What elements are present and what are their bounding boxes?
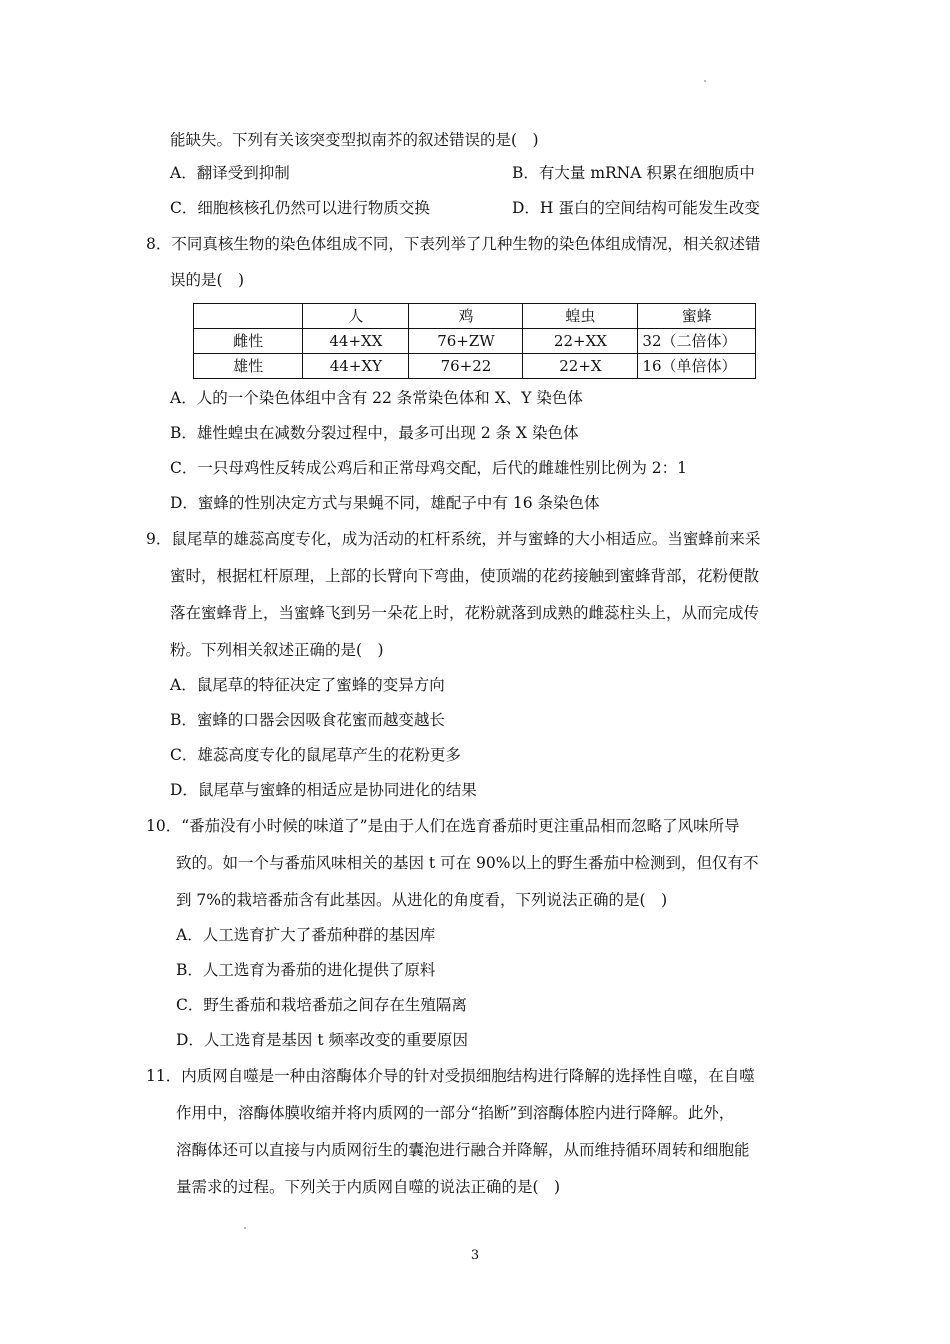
q10-stem-line2: 致的。如一个与番茄风味相关的基因 t 可在 90%以上的野生番茄中检测到，但仅有不 [176,854,759,872]
table-cell: 蝗虫 [523,304,638,329]
q11-stem-line1: 11．内质网自噬是一种由溶酶体介导的针对受损细胞结构进行降解的选择性自噬，在自噬 [146,1067,755,1085]
q9-option-d: D．鼠尾草与蜜蜂的相适应是协同进化的结果 [170,781,477,799]
q8-stem-line2: 误的是( ) [170,271,245,289]
q9-stem-line4: 粉。下列相关叙述正确的是( ) [170,641,384,659]
q7-option-b: B．有大量 mRNA 积累在细胞质中 [512,164,755,182]
q9-option-b: B．蜜蜂的口器会因吸食花蜜而越变越长 [170,711,445,729]
q7-option-a: A．翻译受到抑制 [170,164,290,182]
q10-option-d: D．人工选育是基因 t 频率改变的重要原因 [176,1031,469,1049]
table-cell: 16（单倍体） [638,354,756,379]
table-header-row [194,304,756,329]
table-row [194,329,756,354]
q10-option-a: A．人工选育扩大了番茄种群的基因库 [176,926,436,944]
q11-stem-line4: 量需求的过程。下列关于内质网自噬的说法正确的是( ) [176,1178,561,1196]
table-cell: 32（二倍体） [638,329,756,354]
q9-option-a: A．鼠尾草的特征决定了蜜蜂的变异方向 [170,676,445,694]
q7-option-d: D．H 蛋白的空间结构可能发生改变 [512,199,760,217]
table-cell: 76+ZW [409,329,523,354]
q9-stem-line1: 9．鼠尾草的雄蕊高度专化，成为活动的杠杆系统，并与蜜蜂的大小相适应。当蜜蜂前来采 [146,530,761,548]
q9-stem-line2: 蜜时，根据杠杆原理，上部的长臂向下弯曲，使顶端的花药接触到蜜蜂背部，花粉便散 [170,567,760,585]
scan-dot-top [704,80,706,82]
q11-stem-line2: 作用中，溶酶体膜收缩并将内质网的一部分“掐断”到溶酶体腔内进行降解。此外， [176,1104,735,1122]
table-cell: 76+22 [409,354,523,379]
table-cell: 22+X [523,354,638,379]
scan-dot-bottom [244,1227,246,1229]
table-cell: 44+XX [303,329,409,354]
q8-option-b: B．雄性蝗虫在减数分裂过程中，最多可出现 2 条 X 染色体 [170,424,579,442]
q9-stem-line3: 落在蜜蜂背上，当蜜蜂飞到另一朵花上时，花粉就落到成熟的雌蕊柱头上，从而完成传 [170,604,760,622]
q10-option-c: C．野生番茄和栽培番茄之间存在生殖隔离 [176,996,467,1014]
q11-stem-line3: 溶酶体还可以直接与内质网衍生的囊泡进行融合并降解，从而维持循环周转和细胞能 [176,1141,750,1159]
q10-stem-line1: 10．“番茄没有小时候的味道了”是由于人们在选育番茄时更注重品相而忽略了风味所导 [146,817,740,835]
table-cell: 蜜蜂 [638,304,756,329]
q8-option-a: A．人的一个染色体组中含有 22 条常染色体和 X、Y 染色体 [170,389,583,407]
table-cell: 雌性 [194,329,303,354]
table-cell: 22+XX [523,329,638,354]
table-cell: 雄性 [194,354,303,379]
table-cell [194,304,303,329]
table-cell: 44+XY [303,354,409,379]
chromosome-table [193,303,756,379]
table-cell: 鸡 [409,304,523,329]
q10-option-b: B．人工选育为番茄的进化提供了原料 [176,961,436,979]
page-number: 3 [470,1248,480,1263]
q8-option-c: C．一只母鸡性反转成公鸡后和正常母鸡交配，后代的雌雄性别比例为 2：1 [170,459,688,477]
q7-continuation: 能缺失。下列有关该突变型拟南芥的叙述错误的是( ) [170,131,539,149]
q7-option-c: C．细胞核核孔仍然可以进行物质交换 [170,199,430,217]
q8-option-d: D．蜜蜂的性别决定方式与果蝇不同，雄配子中有 16 条染色体 [170,494,600,512]
q9-option-c: C．雄蕊高度专化的鼠尾草产生的花粉更多 [170,746,461,764]
q8-stem-line1: 8．不同真核生物的染色体组成不同，下表列举了几种生物的染色体组成情况，相关叙述错 [146,235,761,253]
table-cell: 人 [303,304,409,329]
table-row [194,354,756,379]
q10-stem-line3: 到 7%的栽培番茄含有此基因。从进化的角度看，下列说法正确的是( ) [176,891,668,909]
